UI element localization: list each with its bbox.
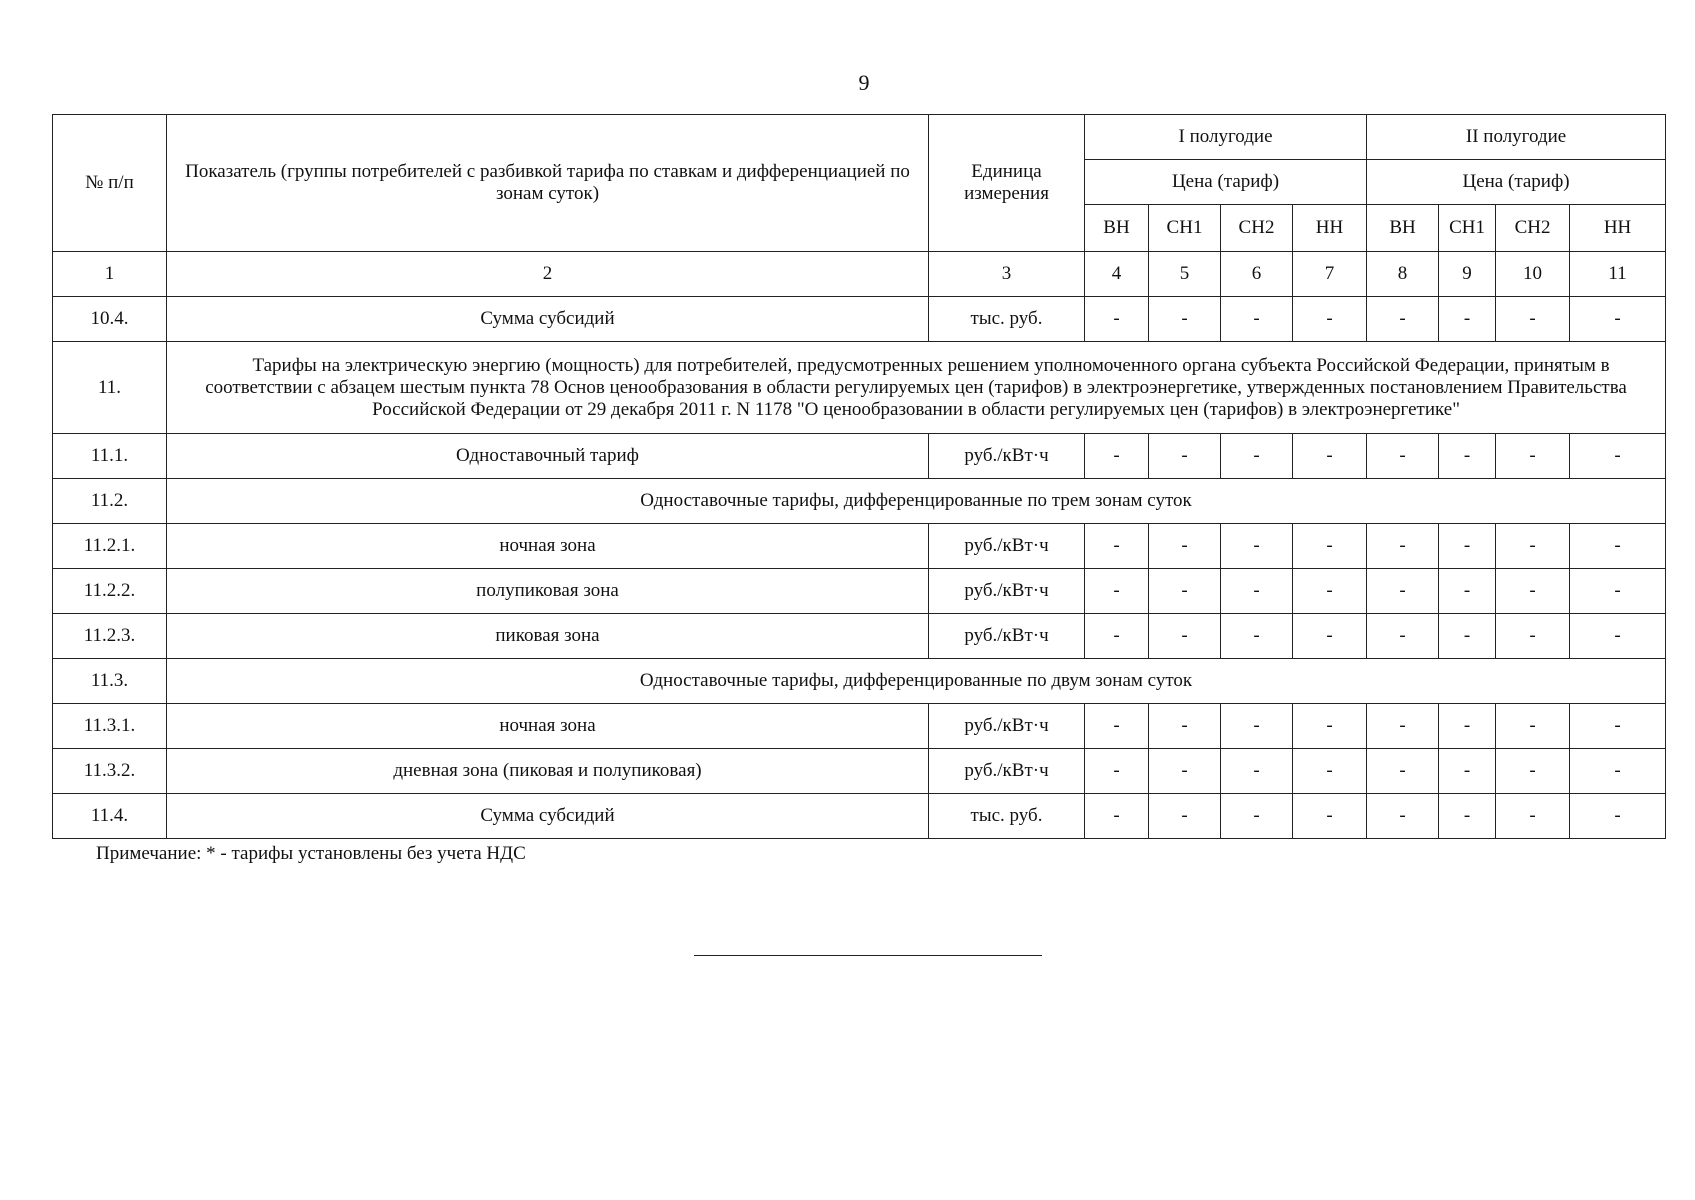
row-number: 11.3.2. <box>53 749 167 794</box>
row-value: - <box>1367 434 1439 479</box>
table-row <box>53 297 1666 342</box>
row-value: - <box>1367 614 1439 659</box>
row-number: 10.4. <box>53 297 167 342</box>
header-level: СН2 <box>1496 205 1570 252</box>
header-price-1: Цена (тариф) <box>1085 160 1367 205</box>
row-value: - <box>1367 794 1439 839</box>
row-value: - <box>1149 749 1221 794</box>
row-unit: руб./кВт·ч <box>929 569 1085 614</box>
section-text: Одноставочные тарифы, дифференцированные по двум зонам суток <box>167 659 1666 704</box>
row-value: - <box>1570 749 1666 794</box>
row-name: Одноставочный тариф <box>167 434 929 479</box>
column-number: 10 <box>1496 252 1570 297</box>
row-number: 11.2.1. <box>53 524 167 569</box>
row-value: - <box>1496 794 1570 839</box>
row-number: 11.4. <box>53 794 167 839</box>
row-value: - <box>1149 434 1221 479</box>
row-value: - <box>1496 297 1570 342</box>
table-row <box>53 524 1666 569</box>
column-number-row <box>53 252 1666 297</box>
header-unit: Единица измерения <box>929 115 1085 252</box>
table-row <box>53 479 1666 524</box>
table-row <box>53 569 1666 614</box>
row-number: 11.2.2. <box>53 569 167 614</box>
header-level: НН <box>1293 205 1367 252</box>
row-name: полупиковая зона <box>167 569 929 614</box>
row-value: - <box>1570 569 1666 614</box>
row-value: - <box>1439 569 1496 614</box>
row-value: - <box>1439 749 1496 794</box>
row-number: 11.3. <box>53 659 167 704</box>
row-value: - <box>1293 614 1367 659</box>
row-value: - <box>1570 704 1666 749</box>
row-value: - <box>1439 297 1496 342</box>
row-value: - <box>1367 749 1439 794</box>
row-value: - <box>1293 297 1367 342</box>
header-level: ВН <box>1085 205 1149 252</box>
header-num: № п/п <box>53 115 167 252</box>
row-value: - <box>1085 524 1149 569</box>
row-value: - <box>1221 794 1293 839</box>
row-value: - <box>1570 434 1666 479</box>
row-value: - <box>1221 614 1293 659</box>
row-value: - <box>1293 434 1367 479</box>
header-half-1: I полугодие <box>1085 115 1367 160</box>
tariff-table <box>52 114 1666 839</box>
row-unit: руб./кВт·ч <box>929 614 1085 659</box>
row-value: - <box>1293 749 1367 794</box>
row-value: - <box>1221 569 1293 614</box>
row-value: - <box>1293 704 1367 749</box>
row-value: - <box>1496 569 1570 614</box>
column-number: 5 <box>1149 252 1221 297</box>
row-name: пиковая зона <box>167 614 929 659</box>
footnote: Примечание: * - тарифы установлены без учета НДС <box>96 843 526 864</box>
page-number: 9 <box>858 70 870 95</box>
table-row <box>53 434 1666 479</box>
row-value: - <box>1496 434 1570 479</box>
row-value: - <box>1221 297 1293 342</box>
row-value: - <box>1085 297 1149 342</box>
table-row <box>53 342 1666 434</box>
column-number: 2 <box>167 252 929 297</box>
row-value: - <box>1085 794 1149 839</box>
row-name: дневная зона (пиковая и полупиковая) <box>167 749 929 794</box>
row-value: - <box>1085 704 1149 749</box>
row-number: 11. <box>53 342 167 434</box>
header-indicator: Показатель (группы потребителей с разбивкой тарифа по ставкам и дифференциацией по зонам суток) <box>167 115 929 252</box>
row-value: - <box>1439 524 1496 569</box>
row-number: 11.3.1. <box>53 704 167 749</box>
row-value: - <box>1439 434 1496 479</box>
row-name: Сумма субсидий <box>167 297 929 342</box>
row-value: - <box>1293 794 1367 839</box>
row-value: - <box>1149 569 1221 614</box>
row-unit: тыс. руб. <box>929 794 1085 839</box>
row-value: - <box>1293 524 1367 569</box>
column-number: 6 <box>1221 252 1293 297</box>
row-value: - <box>1570 524 1666 569</box>
row-value: - <box>1570 794 1666 839</box>
column-number: 1 <box>53 252 167 297</box>
row-number: 11.1. <box>53 434 167 479</box>
row-value: - <box>1367 297 1439 342</box>
row-value: - <box>1496 704 1570 749</box>
row-unit: руб./кВт·ч <box>929 434 1085 479</box>
row-value: - <box>1570 297 1666 342</box>
row-value: - <box>1085 434 1149 479</box>
row-value: - <box>1367 704 1439 749</box>
row-value: - <box>1439 614 1496 659</box>
header-level: СН1 <box>1439 205 1496 252</box>
row-value: - <box>1367 524 1439 569</box>
header-level: НН <box>1570 205 1666 252</box>
table-row <box>53 614 1666 659</box>
row-unit: тыс. руб. <box>929 297 1085 342</box>
row-value: - <box>1149 614 1221 659</box>
row-number: 11.2.3. <box>53 614 167 659</box>
row-value: - <box>1439 704 1496 749</box>
row-value: - <box>1367 569 1439 614</box>
row-value: - <box>1085 749 1149 794</box>
column-number: 4 <box>1085 252 1149 297</box>
column-number: 7 <box>1293 252 1367 297</box>
row-value: - <box>1149 524 1221 569</box>
row-value: - <box>1439 794 1496 839</box>
row-value: - <box>1149 794 1221 839</box>
column-number: 11 <box>1570 252 1666 297</box>
row-unit: руб./кВт·ч <box>929 524 1085 569</box>
table-row <box>53 794 1666 839</box>
row-value: - <box>1085 614 1149 659</box>
row-value: - <box>1149 704 1221 749</box>
column-number: 9 <box>1439 252 1496 297</box>
row-name: Сумма субсидий <box>167 794 929 839</box>
header-row-1 <box>53 115 1666 160</box>
row-value: - <box>1496 614 1570 659</box>
signature-line <box>694 955 1042 956</box>
column-number: 8 <box>1367 252 1439 297</box>
header-level: СН1 <box>1149 205 1221 252</box>
row-value: - <box>1293 569 1367 614</box>
row-name: ночная зона <box>167 704 929 749</box>
row-value: - <box>1221 704 1293 749</box>
row-value: - <box>1085 569 1149 614</box>
row-number: 11.2. <box>53 479 167 524</box>
row-value: - <box>1221 749 1293 794</box>
row-name: ночная зона <box>167 524 929 569</box>
row-unit: руб./кВт·ч <box>929 704 1085 749</box>
section-text: Одноставочные тарифы, дифференцированные по трем зонам суток <box>167 479 1666 524</box>
row-value: - <box>1496 749 1570 794</box>
section-text: Тарифы на электрическую энергию (мощность) для потребителей, предусмотренных решением уполномоченного органа субъекта Российской Федерации, принятым в соответствии с абзацем шестым пункта 78 Основ ценообразования в области регулируемых цен (тарифов) в электроэнергетике, утвержденных постановлением Правительства Российской Федерации от 29 декабря 2011 г. N 1178 "О ценообразовании в области регулируемых цен (тарифов) в электроэнергетике" <box>167 342 1666 434</box>
table-row <box>53 749 1666 794</box>
header-price-2: Цена (тариф) <box>1367 160 1666 205</box>
header-half-2: II полугодие <box>1367 115 1666 160</box>
header-level: СН2 <box>1221 205 1293 252</box>
row-value: - <box>1149 297 1221 342</box>
column-number: 3 <box>929 252 1085 297</box>
table-row <box>53 659 1666 704</box>
header-level: ВН <box>1367 205 1439 252</box>
row-value: - <box>1221 434 1293 479</box>
row-value: - <box>1496 524 1570 569</box>
row-unit: руб./кВт·ч <box>929 749 1085 794</box>
row-value: - <box>1221 524 1293 569</box>
row-value: - <box>1570 614 1666 659</box>
table-row <box>53 704 1666 749</box>
